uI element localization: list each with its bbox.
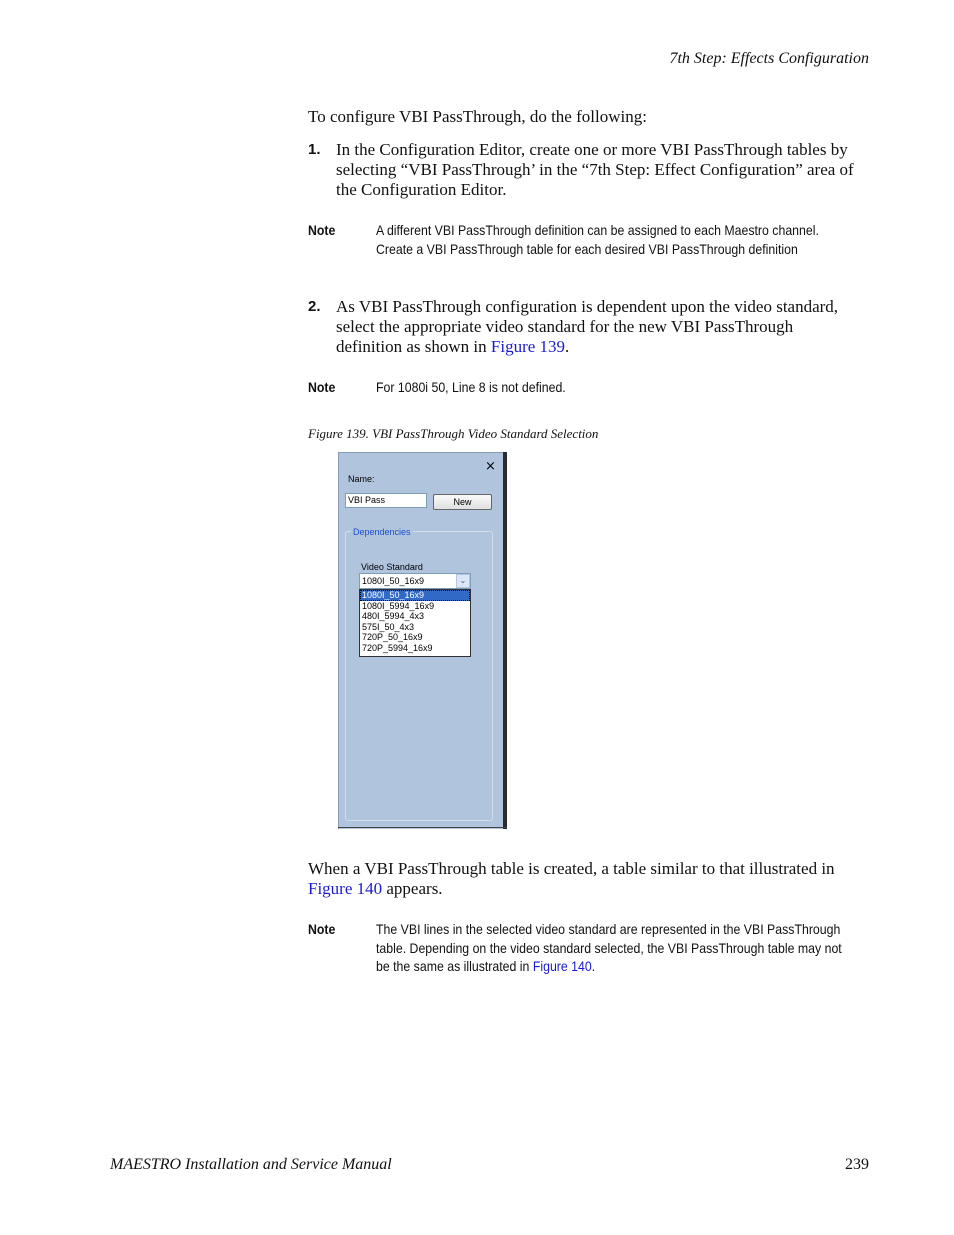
after-text-after: appears. (382, 879, 443, 898)
step-2-number: 2. (308, 298, 321, 315)
video-standard-option[interactable]: 1080I_50_16x9 (360, 590, 470, 601)
figure-140-link-note[interactable]: Figure 140 (532, 958, 592, 974)
note-2-label: Note (308, 379, 336, 395)
figure-139-link[interactable]: Figure 139 (490, 337, 566, 356)
video-standard-option[interactable]: 720P_50_16x9 (362, 632, 423, 643)
footer-manual-title: MAESTRO Installation and Service Manual (110, 1156, 392, 1173)
intro-paragraph: To configure VBI PassThrough, do the following: (308, 107, 647, 126)
dialog-bottom-edge (338, 827, 507, 828)
video-standard-label: Video Standard (361, 562, 423, 572)
video-standard-option[interactable]: 720P_5994_16x9 (362, 642, 433, 653)
figure-caption: Figure 139. VBI PassThrough Video Standard Selection (308, 426, 599, 441)
step-2-text (336, 297, 856, 357)
note-1-label: Note (308, 222, 336, 238)
note-3-text-after: . (591, 958, 596, 974)
dialog-edge (503, 452, 507, 829)
video-standard-options (359, 589, 471, 657)
figure-140-link[interactable]: Figure 140 (308, 879, 383, 898)
name-input[interactable]: VBI Pass (345, 493, 427, 508)
chevron-down-icon[interactable]: ⌄ (456, 574, 470, 588)
video-standard-option[interactable]: 575I_50_4x3 (362, 621, 415, 632)
video-standard-option[interactable]: 480I_5994_4x3 (362, 611, 425, 622)
note-3-label: Note (308, 921, 336, 937)
step-1-number: 1. (308, 141, 321, 158)
video-standard-option[interactable]: 1080I_5994_16x9 (362, 600, 435, 611)
step-1-text: In the Configuration Editor, create one or more VBI PassThrough tables by selecting “VBI PassThrough’ in the “7th Step: Effect Configuration” area of the Configuration Editor. (336, 140, 854, 199)
new-button[interactable]: New (433, 494, 492, 510)
page-number: 239 (845, 1156, 869, 1173)
note-1-text: A different VBI PassThrough definition can be assigned to each Maestro channel. Create a VBI PassThrough table for each desired VBI PassThrough definition (376, 222, 819, 257)
close-icon[interactable]: × (485, 459, 496, 474)
note-3-text (376, 920, 842, 976)
note-3-text-before: The VBI lines in the selected video standard are represented in the VBI PassThrough table. Depending on the video standard selected, the VBI PassThrough table may not be the same as illustrated in (376, 921, 842, 974)
name-label: Name: (348, 474, 375, 484)
running-header: 7th Step: Effects Configuration (669, 50, 869, 67)
dependencies-label: Dependencies (353, 527, 411, 537)
video-standard-select[interactable]: 1080I_50_16x9 (359, 573, 471, 589)
after-figure-paragraph (308, 859, 878, 899)
after-text-before: When a VBI PassThrough table is created, a table similar to that illustrated in (308, 859, 835, 878)
step-2-text-before: As VBI PassThrough configuration is dependent upon the video standard, select the appropriate video standard for the new VBI PassThrough definition as shown in (336, 297, 839, 356)
step-2-text-after: . (565, 337, 570, 356)
note-2-text: For 1080i 50, Line 8 is not defined. (376, 379, 566, 395)
